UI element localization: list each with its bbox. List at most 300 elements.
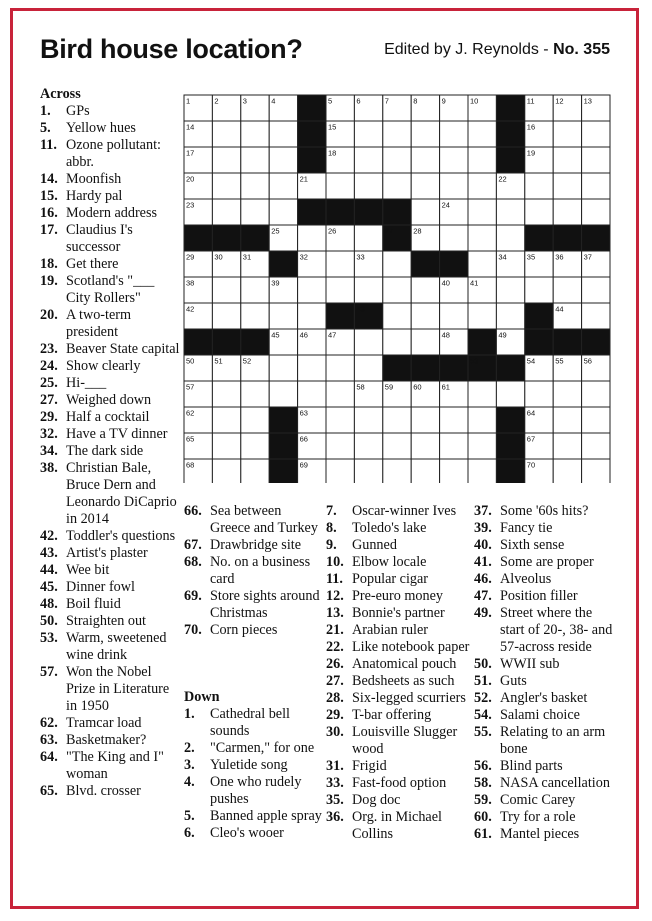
grid-cell[interactable] <box>326 381 354 407</box>
clue-number: 19. <box>40 273 58 289</box>
grid-block <box>184 329 212 355</box>
clue-item[interactable] <box>184 622 324 639</box>
clue-item[interactable] <box>40 562 182 579</box>
clue-text: Ozone pollutant: abbr. <box>66 137 161 170</box>
clue-text: Warm, sweetened wine drink <box>66 630 167 663</box>
grid-block <box>298 95 326 121</box>
clue-item[interactable] <box>40 341 182 358</box>
grid-cell[interactable] <box>212 407 240 433</box>
grid-block <box>241 329 269 355</box>
clue-item[interactable] <box>474 656 614 673</box>
grid-cell[interactable] <box>582 277 610 303</box>
grid-cell[interactable] <box>241 433 269 459</box>
cell-number: 41 <box>470 278 479 288</box>
grid-cell[interactable] <box>241 121 269 147</box>
grid-cell[interactable] <box>298 381 326 407</box>
grid-cell[interactable] <box>354 173 382 199</box>
across-heading: Across <box>40 86 81 102</box>
grid-cell[interactable] <box>411 121 439 147</box>
grid-cell[interactable] <box>354 355 382 381</box>
cell-number: 70 <box>526 460 536 470</box>
clue-item[interactable] <box>40 358 182 375</box>
clue-item[interactable] <box>326 520 472 537</box>
clue-item[interactable] <box>474 588 614 605</box>
grid-cell[interactable] <box>354 225 382 251</box>
clue-item[interactable] <box>40 528 182 545</box>
clue-item[interactable] <box>40 630 182 664</box>
grid-cell[interactable] <box>496 277 524 303</box>
grid-cell[interactable] <box>298 277 326 303</box>
grid-cell[interactable] <box>326 251 354 277</box>
crossword-grid[interactable] <box>182 93 612 483</box>
grid-cell[interactable] <box>582 407 610 433</box>
grid-cell[interactable] <box>468 199 496 225</box>
clue-item[interactable] <box>474 673 614 690</box>
clue-item[interactable] <box>40 426 182 443</box>
grid-block <box>553 329 581 355</box>
clue-item[interactable] <box>474 809 614 826</box>
grid-cell[interactable] <box>582 459 610 483</box>
cell-number: 29 <box>186 252 195 262</box>
cell-number: 18 <box>328 148 337 158</box>
grid-cell[interactable] <box>241 381 269 407</box>
clue-text: Basketmaker? <box>66 732 147 748</box>
clue-item[interactable] <box>40 222 182 256</box>
clue-item[interactable] <box>326 639 472 656</box>
grid-cell[interactable] <box>582 173 610 199</box>
clue-item[interactable] <box>474 605 614 656</box>
clue-item[interactable] <box>40 613 182 630</box>
grid-cell[interactable] <box>411 173 439 199</box>
grid-cell[interactable] <box>383 303 411 329</box>
clue-text: Half a cocktail <box>66 409 150 425</box>
grid-cell[interactable] <box>212 173 240 199</box>
clue-item[interactable] <box>474 571 614 588</box>
grid-cell[interactable] <box>553 381 581 407</box>
clue-item[interactable] <box>40 443 182 460</box>
clue-item[interactable] <box>474 792 614 809</box>
clue-number: 38. <box>40 460 58 476</box>
cell-number: 25 <box>271 226 280 236</box>
clue-item[interactable] <box>40 579 182 596</box>
down-heading: Down <box>184 689 220 705</box>
grid-cell[interactable] <box>383 277 411 303</box>
clue-number: 49. <box>474 605 492 621</box>
grid-cell[interactable] <box>582 381 610 407</box>
clue-item[interactable] <box>326 537 472 554</box>
clue-item[interactable] <box>184 537 324 554</box>
cell-number: 65 <box>186 434 195 444</box>
clue-number: 58. <box>474 775 492 791</box>
grid-cell[interactable] <box>496 303 524 329</box>
grid-block <box>269 433 297 459</box>
clue-text: Blind parts <box>500 758 563 774</box>
grid-cell[interactable] <box>212 303 240 329</box>
clue-item[interactable] <box>40 732 182 749</box>
clue-item[interactable] <box>326 622 472 639</box>
cell-number: 46 <box>299 330 308 340</box>
grid-cell[interactable] <box>383 329 411 355</box>
clue-number: 46. <box>474 571 492 587</box>
grid-cell[interactable] <box>383 407 411 433</box>
clue-item[interactable] <box>326 656 472 673</box>
clue-item[interactable] <box>184 774 324 808</box>
grid-cell[interactable] <box>411 407 439 433</box>
clue-text: Claudius I's successor <box>66 222 133 255</box>
grid-cell[interactable] <box>525 381 553 407</box>
clue-number: 54. <box>474 707 492 723</box>
grid-cell[interactable] <box>468 225 496 251</box>
grid-cell[interactable] <box>298 355 326 381</box>
grid-cell[interactable] <box>440 173 468 199</box>
cell-number: 8 <box>413 96 418 106</box>
clue-item[interactable] <box>40 596 182 613</box>
cell-number: 31 <box>242 252 252 262</box>
clue-item[interactable] <box>40 137 182 171</box>
grid-block <box>553 225 581 251</box>
grid-cell[interactable] <box>326 407 354 433</box>
clue-number: 2. <box>184 740 195 756</box>
down-clues-col3 <box>474 503 614 843</box>
grid-cell[interactable] <box>212 381 240 407</box>
grid-cell[interactable] <box>354 147 382 173</box>
clue-number: 50. <box>474 656 492 672</box>
clue-text: Org. in Michael Collins <box>352 809 442 842</box>
grid-cell[interactable] <box>582 433 610 459</box>
clue-item[interactable] <box>40 749 182 783</box>
cell-number: 38 <box>186 278 195 288</box>
grid-cell[interactable] <box>326 459 354 483</box>
clue-item[interactable] <box>40 273 182 307</box>
grid-cell[interactable] <box>354 329 382 355</box>
grid-cell[interactable] <box>241 303 269 329</box>
grid-cell[interactable] <box>496 381 524 407</box>
grid-cell[interactable] <box>212 147 240 173</box>
clue-text: Boil fluid <box>66 596 121 612</box>
grid-cell[interactable] <box>468 433 496 459</box>
clue-text: One who rudely pushes <box>210 774 302 807</box>
clue-number: 59. <box>474 792 492 808</box>
clue-number: 4. <box>184 774 195 790</box>
clue-text: Dinner fowl <box>66 579 135 595</box>
clue-item[interactable] <box>40 715 182 732</box>
clue-text: Relating to an arm bone <box>500 724 606 757</box>
grid-cell[interactable] <box>411 277 439 303</box>
clue-item[interactable] <box>474 503 614 520</box>
clue-item[interactable] <box>326 758 472 775</box>
grid-cell[interactable] <box>411 303 439 329</box>
grid-cell[interactable] <box>525 173 553 199</box>
clue-item[interactable] <box>40 545 182 562</box>
clue-text: Popular cigar <box>352 571 429 587</box>
grid-cell[interactable] <box>269 147 297 173</box>
clue-item[interactable] <box>40 375 182 392</box>
grid-cell[interactable] <box>440 147 468 173</box>
clue-number: 47. <box>474 588 492 604</box>
grid-cell[interactable] <box>269 303 297 329</box>
grid-cell[interactable] <box>553 147 581 173</box>
clue-item[interactable] <box>40 460 182 528</box>
cell-number: 43 <box>356 304 365 314</box>
clue-item[interactable] <box>184 554 324 588</box>
grid-cell[interactable] <box>440 121 468 147</box>
grid-cell[interactable] <box>326 173 354 199</box>
clue-number: 9. <box>326 537 337 553</box>
clue-item[interactable] <box>474 724 614 758</box>
grid-cell[interactable] <box>553 433 581 459</box>
grid-cell[interactable] <box>212 459 240 483</box>
clue-item[interactable] <box>40 205 182 222</box>
grid-cell[interactable] <box>212 277 240 303</box>
clue-item[interactable] <box>326 707 472 724</box>
clue-item[interactable] <box>326 809 472 843</box>
grid-cell[interactable] <box>241 407 269 433</box>
clue-item[interactable] <box>326 775 472 792</box>
cell-number: 7 <box>384 96 389 106</box>
grid-cell[interactable] <box>354 407 382 433</box>
clue-text: "Carmen," for one <box>210 740 315 756</box>
grid-cell[interactable] <box>553 277 581 303</box>
clue-item[interactable] <box>184 588 324 622</box>
grid-cell[interactable] <box>212 121 240 147</box>
clue-item[interactable] <box>326 690 472 707</box>
cell-number: 1 <box>186 96 191 106</box>
grid-cell[interactable] <box>269 355 297 381</box>
clue-text: Bonnie's partner <box>352 605 445 621</box>
clue-number: 64. <box>40 749 58 765</box>
cell-number: 19 <box>526 148 536 158</box>
grid-block <box>298 121 326 147</box>
clue-item[interactable] <box>474 554 614 571</box>
clue-item[interactable] <box>40 103 182 120</box>
clue-number: 67. <box>184 537 202 553</box>
grid-cell[interactable] <box>383 147 411 173</box>
grid-cell[interactable] <box>468 303 496 329</box>
clue-item[interactable] <box>326 724 472 758</box>
grid-cell[interactable] <box>553 459 581 483</box>
cell-number: 21 <box>299 174 308 184</box>
clue-text: Bedsheets as such <box>352 673 455 689</box>
grid-cell[interactable] <box>383 433 411 459</box>
clue-text: Mantel pieces <box>500 826 580 842</box>
grid-cell[interactable] <box>411 459 439 483</box>
clue-text: Sea between Greece and Turkey <box>210 503 318 536</box>
clue-text: Frigid <box>352 758 387 774</box>
grid-cell[interactable] <box>582 199 610 225</box>
cell-number: 45 <box>271 330 280 340</box>
grid-block <box>496 407 524 433</box>
grid-cell[interactable] <box>553 121 581 147</box>
grid-cell[interactable] <box>269 381 297 407</box>
clue-item[interactable] <box>40 307 182 341</box>
down-clues-col2 <box>326 503 472 843</box>
clue-item[interactable] <box>474 520 614 537</box>
grid-cell[interactable] <box>326 355 354 381</box>
clue-text: "The King and I" woman <box>66 749 164 782</box>
grid-cell[interactable] <box>553 173 581 199</box>
grid-block <box>212 329 240 355</box>
cell-number: 42 <box>186 304 195 314</box>
clue-item[interactable] <box>326 792 472 809</box>
clue-number: 45. <box>40 579 58 595</box>
grid-cell[interactable] <box>525 277 553 303</box>
grid-cell[interactable] <box>468 407 496 433</box>
grid-cell[interactable] <box>468 147 496 173</box>
clue-text: Position filler <box>500 588 578 604</box>
grid-cell[interactable] <box>354 433 382 459</box>
grid-cell[interactable] <box>298 303 326 329</box>
grid-cell[interactable] <box>241 199 269 225</box>
grid-cell[interactable] <box>383 173 411 199</box>
clue-number: 56. <box>474 758 492 774</box>
clue-text: Weighed down <box>66 392 152 408</box>
clue-text: T-bar offering <box>352 707 432 723</box>
clue-item[interactable] <box>474 775 614 792</box>
grid-cell[interactable] <box>354 277 382 303</box>
clue-item[interactable] <box>326 571 472 588</box>
clue-item[interactable] <box>474 707 614 724</box>
clue-item[interactable] <box>40 664 182 715</box>
grid-cell[interactable] <box>326 277 354 303</box>
clue-number: 6. <box>184 825 195 841</box>
grid-cell[interactable] <box>440 407 468 433</box>
grid-cell[interactable] <box>468 459 496 483</box>
clue-number: 60. <box>474 809 492 825</box>
clue-number: 68. <box>184 554 202 570</box>
clue-item[interactable] <box>474 826 614 843</box>
clue-item[interactable] <box>326 605 472 622</box>
clue-item[interactable] <box>184 808 324 825</box>
grid-cell[interactable] <box>440 433 468 459</box>
grid-cell[interactable] <box>496 199 524 225</box>
clue-number: 53. <box>40 630 58 646</box>
grid-cell[interactable] <box>468 251 496 277</box>
grid-cell[interactable] <box>269 173 297 199</box>
grid-cell[interactable] <box>411 433 439 459</box>
grid-cell[interactable] <box>582 147 610 173</box>
grid-cell[interactable] <box>468 173 496 199</box>
cell-number: 35 <box>526 252 536 262</box>
clue-number: 27. <box>40 392 58 408</box>
grid-cell[interactable] <box>241 277 269 303</box>
grid-block <box>184 225 212 251</box>
clue-number: 40. <box>474 537 492 553</box>
clue-item[interactable] <box>474 758 614 775</box>
clue-number: 5. <box>184 808 195 824</box>
clue-item[interactable] <box>474 537 614 554</box>
grid-block <box>298 147 326 173</box>
grid-cell[interactable] <box>496 225 524 251</box>
grid-cell[interactable] <box>383 459 411 483</box>
clue-item[interactable] <box>184 706 324 740</box>
grid-block <box>496 147 524 173</box>
clue-item[interactable] <box>326 588 472 605</box>
clue-text: Modern address <box>66 205 158 221</box>
grid-cell[interactable] <box>212 199 240 225</box>
clue-item[interactable] <box>40 409 182 426</box>
grid-cell[interactable] <box>440 225 468 251</box>
clue-item[interactable] <box>40 171 182 188</box>
grid-cell[interactable] <box>553 199 581 225</box>
clue-item[interactable] <box>184 503 324 537</box>
clue-number: 23. <box>40 341 58 357</box>
clue-item[interactable] <box>40 256 182 273</box>
grid-cell[interactable] <box>553 407 581 433</box>
cell-number: 32 <box>299 252 308 262</box>
grid-cell[interactable] <box>241 459 269 483</box>
clue-text: Get there <box>66 256 119 272</box>
clue-text: Elbow locale <box>352 554 427 570</box>
clue-item[interactable] <box>326 673 472 690</box>
clue-text: Toledo's lake <box>352 520 427 536</box>
grid-cell[interactable] <box>440 303 468 329</box>
grid-cell[interactable] <box>525 199 553 225</box>
grid-cell[interactable] <box>411 199 439 225</box>
grid-cell[interactable] <box>241 173 269 199</box>
grid-cell[interactable] <box>468 381 496 407</box>
grid-cell[interactable] <box>383 251 411 277</box>
grid-block <box>354 199 382 225</box>
cell-number: 4 <box>271 96 276 106</box>
grid-cell[interactable] <box>298 225 326 251</box>
clue-number: 7. <box>326 503 337 519</box>
clue-number: 42. <box>40 528 58 544</box>
clue-number: 24. <box>40 358 58 374</box>
clue-text: Drawbridge site <box>210 537 302 553</box>
clue-item[interactable] <box>184 740 324 757</box>
grid-cell[interactable] <box>582 121 610 147</box>
grid-cell[interactable] <box>212 433 240 459</box>
clue-number: 37. <box>474 503 492 519</box>
grid-cell[interactable] <box>269 199 297 225</box>
clue-number: 10. <box>326 554 344 570</box>
clue-text: Street where the start of 20-, 38- and 57-across reside <box>500 605 613 655</box>
grid-cell[interactable] <box>411 147 439 173</box>
grid-cell[interactable] <box>468 121 496 147</box>
clue-item[interactable] <box>184 825 324 842</box>
grid-cell[interactable] <box>354 459 382 483</box>
clue-item[interactable] <box>326 554 472 571</box>
clue-item[interactable] <box>40 120 182 137</box>
grid-cell[interactable] <box>354 121 382 147</box>
clue-text: Beaver State capital <box>66 341 180 357</box>
grid-cell[interactable] <box>582 303 610 329</box>
clue-number: 33. <box>326 775 344 791</box>
grid-cell[interactable] <box>411 329 439 355</box>
grid-cell[interactable] <box>383 121 411 147</box>
clue-item[interactable] <box>40 392 182 409</box>
grid-block <box>269 407 297 433</box>
clue-text: Alveolus <box>500 571 552 587</box>
clue-number: 34. <box>40 443 58 459</box>
grid-cell[interactable] <box>326 433 354 459</box>
grid-block <box>269 459 297 483</box>
grid-block <box>496 95 524 121</box>
clue-item[interactable] <box>326 503 472 520</box>
clue-item[interactable] <box>184 757 324 774</box>
grid-cell[interactable] <box>440 459 468 483</box>
cell-number: 12 <box>555 96 564 106</box>
clue-item[interactable] <box>474 690 614 707</box>
cell-number: 51 <box>214 356 223 366</box>
cell-number: 60 <box>413 382 422 392</box>
grid-cell[interactable] <box>241 147 269 173</box>
clue-item[interactable] <box>40 188 182 205</box>
clue-item[interactable] <box>40 783 182 796</box>
clue-text: A two-term president <box>66 307 132 340</box>
cell-number: 52 <box>242 356 252 366</box>
grid-cell[interactable] <box>269 121 297 147</box>
